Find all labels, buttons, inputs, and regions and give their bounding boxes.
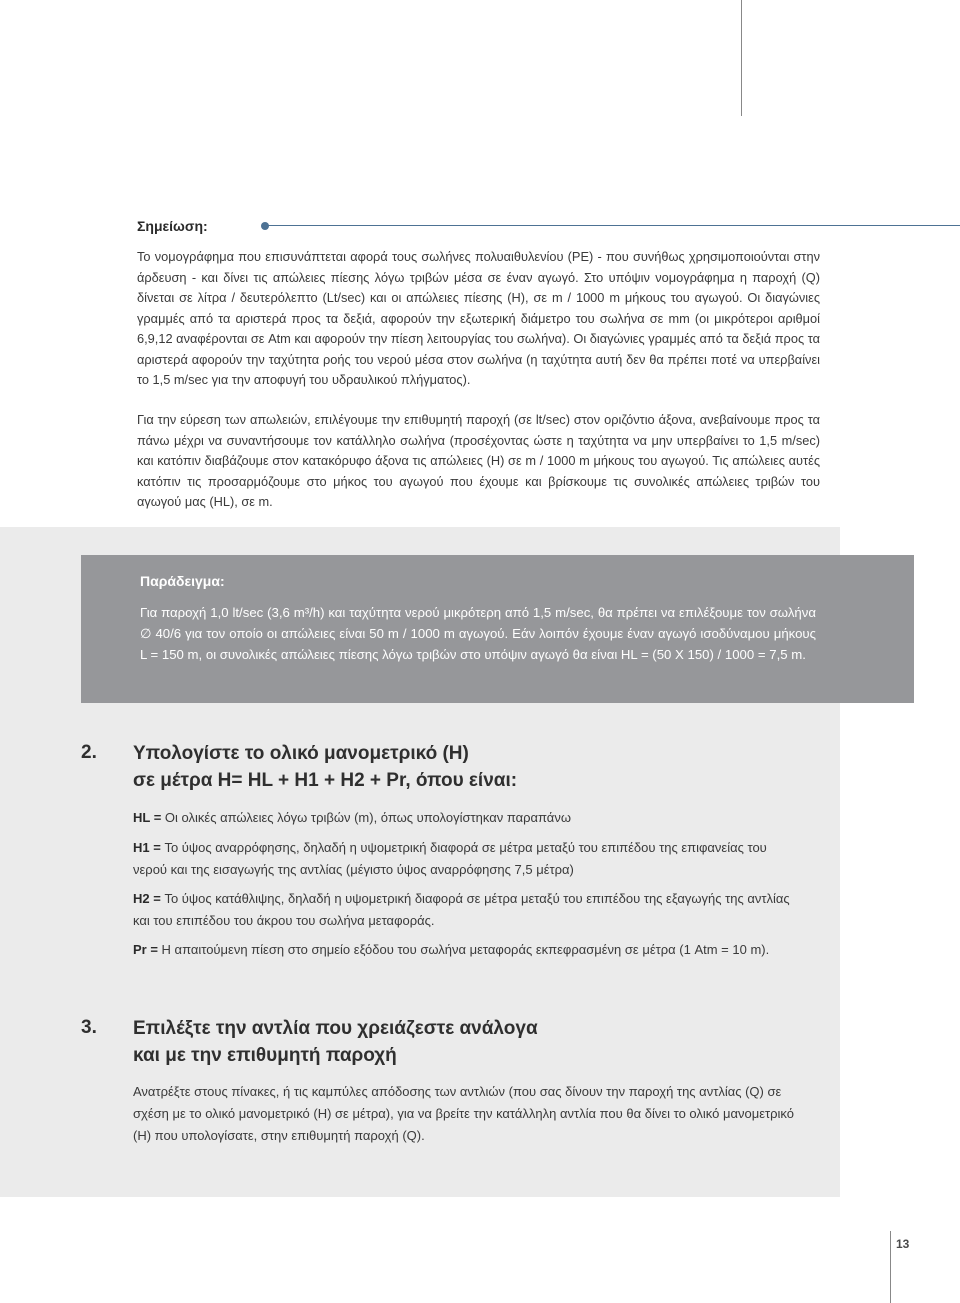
- definition-pr: [133, 939, 800, 961]
- definition-text: Το ύψος αναρρόφησης, δηλαδή η υψομετρική διαφορά σε μέτρα μεταξύ του επιπέδου της επιφανείας του νερού και της εισαγωγής της αντλίας (μέγιστο ύψος αναρρόφησης 7,5 μέτρα): [133, 840, 767, 877]
- section-3-number: 3.: [81, 1017, 97, 1038]
- definition-h1: [133, 837, 800, 881]
- section-3-title-line1: Επιλέξτε την αντλία που χρειάζεστε ανάλογα: [133, 1018, 538, 1039]
- section-2-title-line2: σε μέτρα H= HL + H1 + H2 + Pr, όπου είναι:: [133, 770, 518, 791]
- definition-text: Το ύψος κατάθλιψης, δηλαδή η υψομετρική διαφορά σε μέτρα μεταξύ του επιπέδου της εξαγωγής της αντλίας και του επιπέδου του άκρου του σωλήνα μεταφοράς.: [133, 891, 790, 928]
- note-paragraph-1: Το νομογράφημα που επισυνάπτεται αφορά τους σωλήνες πολυαιθυλενίου (PE) - που συνήθως χρησιμοποιούνται στην άρδευση - και δίνει τις απώλειες πίεσης λόγω τριβών μέσα σε έναν αγωγό. Στο υπόψιν νομογράφημα η παροχή (Q) δίνεται σε λίτρα / δευτερόλεπτο (Lt/sec) και οι απώλειες πίεσης (H), σε m / 1000 m μήκους του αγωγού. Οι διαγώνιες γραμμές από τα αριστερά προς τα δεξιά, αφορούν την εξωτερική διάμετρο του σωλήνα σε mm (οι μικρότεροι αριθμοί 6,9,12 αναφέρονται σε Atm και αφορούν την πίεση λειτουργίας του σωλήνα). Οι διαγώνιες γραμμές από τα δεξιά προς τα αριστερά αφορούν την ταχύτητα ροής του νερού μέσα στον σωλήνα (η ταχύτητα αυτή δεν θα πρέπει ποτέ να υπερβαίνει το 1,5 m/sec για την αποφυγή του υδραυλικού πλήγματος).: [137, 249, 820, 387]
- section-2-title: [133, 740, 693, 794]
- section-3-title-line2: και με την επιθυμητή παροχή: [133, 1045, 397, 1066]
- definition-term: HL =: [133, 810, 162, 825]
- top-divider: [741, 0, 742, 116]
- section-3-title: [133, 1015, 693, 1069]
- page-number: 13: [896, 1237, 910, 1251]
- section-2-number: 2.: [81, 742, 97, 763]
- note-paragraph-2: Για την εύρεση των απωλειών, επιλέγουμε την επιθυμητή παροχή (σε lt/sec) στον οριζόντιο άξονα, ανεβαίνουμε προς τα πάνω μέχρι να συναντήσουμε τον κατάλληλο σωλήνα (προσέχοντας ώστε η ταχύτητα να μην υπερβαίνει το 1,5 m/sec) και κατόπιν διαβάζουμε στον κατακόρυφο άξονα τις απώλειες (H) σε m / 1000 m μήκους του αγωγού. Τις απώλειες αυτές κατόπιν τις προσαρμόζουμε στο μήκος του αγωγού που έχουμε και βρίσκουμε τις συνολικές απώλειες τριβών του αγωγού μας (HL), σε m.: [137, 412, 820, 509]
- definition-hl: [133, 807, 800, 829]
- page-number-rule: [890, 1231, 891, 1303]
- example-title: Παράδειγμα:: [140, 573, 225, 589]
- definition-term: Pr =: [133, 942, 158, 957]
- definition-text: Οι ολικές απώλειες λόγω τριβών (m), όπως υπολογίστηκαν παραπάνω: [161, 810, 571, 825]
- definition-term: H2 =: [133, 891, 161, 906]
- definition-text: Η απαιτούμενη πίεση στο σημείο εξόδου του σωλήνα μεταφοράς εκπεφρασμένη σε μέτρα (1 Atm = 10 m).: [157, 942, 770, 957]
- note-title: Σημείωση:: [137, 218, 208, 234]
- example-box: [81, 555, 914, 703]
- note-bullet-dot: [261, 222, 269, 230]
- definition-term: H1 =: [133, 840, 161, 855]
- definition-h2: [133, 888, 800, 932]
- note-rule: [268, 225, 960, 226]
- example-body: Για παροχή 1,0 lt/sec (3,6 m³/h) και ταχύτητα νερού μικρότερη από 1,5 m/sec, θα πρέπει να επιλέξουμε τον σωλήνα ∅ 40/6 για τον οποίο οι απώλειες είναι 50 m / 1000 m αγωγού. Εάν λοιπόν έχουμε έναν αγωγό ισοδύναμου μήκους L = 150 m, οι συνολικές απώλειες πίεσης λόγω τριβών στο υπόψιν αγωγό θα είναι HL = (50 X 150) / 1000 = 7,5 m.: [140, 605, 816, 662]
- section-3-body: Ανατρέξτε στους πίνακες, ή τις καμπύλες απόδοσης των αντλιών (που σας δίνουν την παροχή της αντλίας (Q) σε σχέση με το ολικό μανομετρικό (H) σε μέτρα), για να βρείτε την κατάλληλη αντλία που θα δίνει το ολικό μανομετρικό (H) που υπολογίσατε, στην επιθυμητή παροχή (Q).: [133, 1084, 795, 1143]
- section-2-title-line1: Υπολογίστε το ολικό μανομετρικό (H): [133, 743, 469, 764]
